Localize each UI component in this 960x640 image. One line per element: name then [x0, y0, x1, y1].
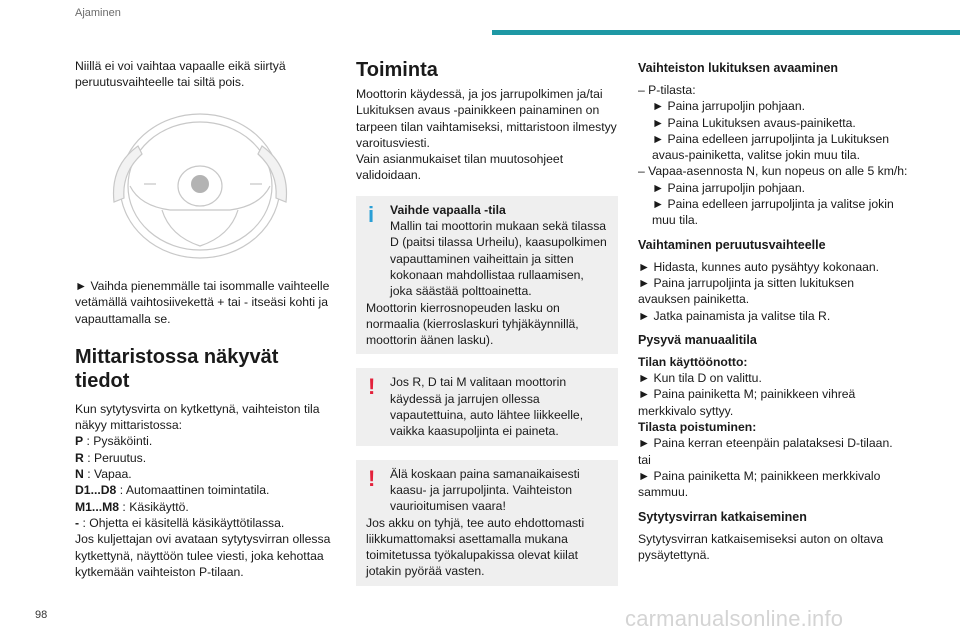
mode-item: N : Vapaa.: [75, 467, 132, 482]
heading-ignition: Sytytysvirran katkaiseminen: [638, 509, 807, 524]
unlock-step: ► Paina jarrupoljin pohjaan.: [652, 180, 805, 195]
header-accent-bar: [492, 30, 960, 35]
mode-item: - : Ohjetta ei käsitellä käsikäyttötilassa.: [75, 515, 285, 530]
operation-para-2: Vain asianmukaiset tilan muutosohjeet validoidaan.: [356, 152, 564, 183]
exit-or: tai: [638, 452, 651, 467]
enable-step: ► Paina painiketta M; painikkeen vihreä merkkivalo syttyy.: [638, 387, 856, 418]
column-right: [638, 60, 908, 563]
mode-item: D1...D8 : Automaattinen toimintatila.: [75, 483, 270, 498]
page-number: 98: [35, 609, 48, 621]
info-body-2: Moottorin kierrosnopeuden lasku on normaalia (kierroslaskuri tyhjäkäynnillä, moottorin äänen lasku).: [366, 300, 579, 348]
info-body: Mallin tai moottorin mukaan sekä tilassa D (paitsi tilassa Urheilu), kaasupolkimen vapauttaminen vaiheittain ja sitten kokonaan mahdollistaa rullaamisen, joka säästää polttoainetta.: [390, 219, 607, 299]
exit-step: ► Paina kerran eteenpäin palataksesi D-tilaan.: [638, 436, 893, 451]
info-box-neutral-mode: [356, 196, 618, 355]
mode-item: M1...M8 : Käsikäyttö.: [75, 499, 189, 514]
info-title: Vaihde vapaalla -tila: [390, 202, 506, 217]
section-title: Ajaminen: [75, 7, 121, 19]
column-middle: [356, 58, 618, 586]
steering-wheel-illustration: [100, 106, 300, 270]
heading-unlock: Vaihteiston lukituksen avaaminen: [638, 61, 839, 75]
display-lead: Kun sytytysvirta on kytkettynä, vaihteiston tila näkyy mittaristossa:: [75, 401, 320, 433]
unlock-state-n: – Vapaa-asennosta N, kun nopeus on alle 5 km/h:: [638, 164, 908, 179]
intro-text: Niillä ei voi vaihtaa vapaalle eikä siirtyä peruutusvaihteelle tai siltä pois.: [75, 59, 286, 90]
ignition-text: Sytytysvirran katkaisemiseksi auton on oltava pysäytettynä.: [638, 531, 884, 562]
unlock-state-p: – P-tilasta:: [638, 83, 696, 97]
watermark: carmanualsonline.info: [625, 606, 844, 631]
reverse-step: ► Hidasta, kunnes auto pysähtyy kokonaan.: [638, 259, 880, 274]
warning-box-pedals: [356, 460, 618, 586]
warning-text: Jos R, D tai M valitaan moottorin käydessä ja jarrujen ollessa vapautettuina, auto lähtee liikkeelle, vaikka kaasupoljinta ei paineta.: [390, 375, 584, 439]
heading-reverse: Vaihtaminen peruutusvaihteelle: [638, 237, 826, 252]
mode-item: P : Pysäköinti.: [75, 434, 153, 449]
exit-step: ► Paina painiketta M; painikkeen merkkivalo sammuu.: [638, 468, 881, 500]
mode-list: [75, 433, 337, 531]
info-icon: i: [368, 201, 375, 227]
column-left: [75, 58, 337, 91]
unlock-step: ► Paina edelleen jarrupoljinta ja Lukituksen avaus-painiketta, valitse jokin muu tila.: [652, 131, 890, 163]
exit-title: Tilasta poistuminen:: [638, 420, 757, 435]
reverse-step: ► Paina jarrupoljinta ja sitten lukituksen avauksen painiketta.: [638, 275, 854, 307]
operation-para: Moottorin käydessä, ja jos jarrupolkimen ja/tai Lukituksen avaus -painikkeen painaminen on tarpeen tilan vaihtamiseksi, mittaristoon ilmestyy varoitusviesti.: [356, 87, 617, 150]
mode-item: R : Peruutus.: [75, 450, 147, 465]
unlock-step: ► Paina Lukituksen avaus-painiketta.: [652, 115, 856, 130]
enable-title: Tilan käyttöönotto:: [638, 354, 748, 369]
shift-instruction: ► Vaihda pienemmälle tai isommalle vaihteelle vetämällä vaihtosiivekettä + tai - itseäsi kohti ja vapauttamalla se.: [75, 279, 330, 326]
enable-step: ► Kun tila D on valittu.: [638, 371, 762, 386]
column-left-lower: [75, 278, 337, 580]
unlock-step: ► Paina jarrupoljin pohjaan.: [652, 99, 805, 114]
heading-instrument-display: Mittaristossa näkyvät tiedot: [75, 345, 279, 392]
reverse-step: ► Jatka painamista ja valitse tila R.: [638, 308, 831, 323]
heading-manual-mode: Pysyvä manuaalitila: [638, 332, 757, 347]
warning-icon: !: [368, 465, 376, 491]
warning-icon: !: [368, 374, 376, 400]
heading-operation: Toiminta: [356, 59, 438, 81]
warning-text: Älä koskaan paina samanaikaisesti kaasu- ja jarrupoljinta. Vaihteiston vaurioitumisen vaara!: [390, 466, 580, 514]
warning-box-start: [356, 368, 618, 445]
warning-text-2: Jos akku on tyhjä, tee auto ehdottomasti liikkumattomaksi asettamalla mukana toimitetussa työkalupakissa olevat kiilat jotakin pyörää vasten.: [366, 515, 585, 579]
door-warning-text: Jos kuljettajan ovi avataan sytytysvirran ollessa kytkettynä, näyttöön tulee viesti, joka kehottaa kytkemään vaihteiston P-tilaan.: [75, 532, 331, 579]
unlock-step: ► Paina edelleen jarrupoljinta ja valitse jokin muu tila.: [652, 197, 894, 228]
